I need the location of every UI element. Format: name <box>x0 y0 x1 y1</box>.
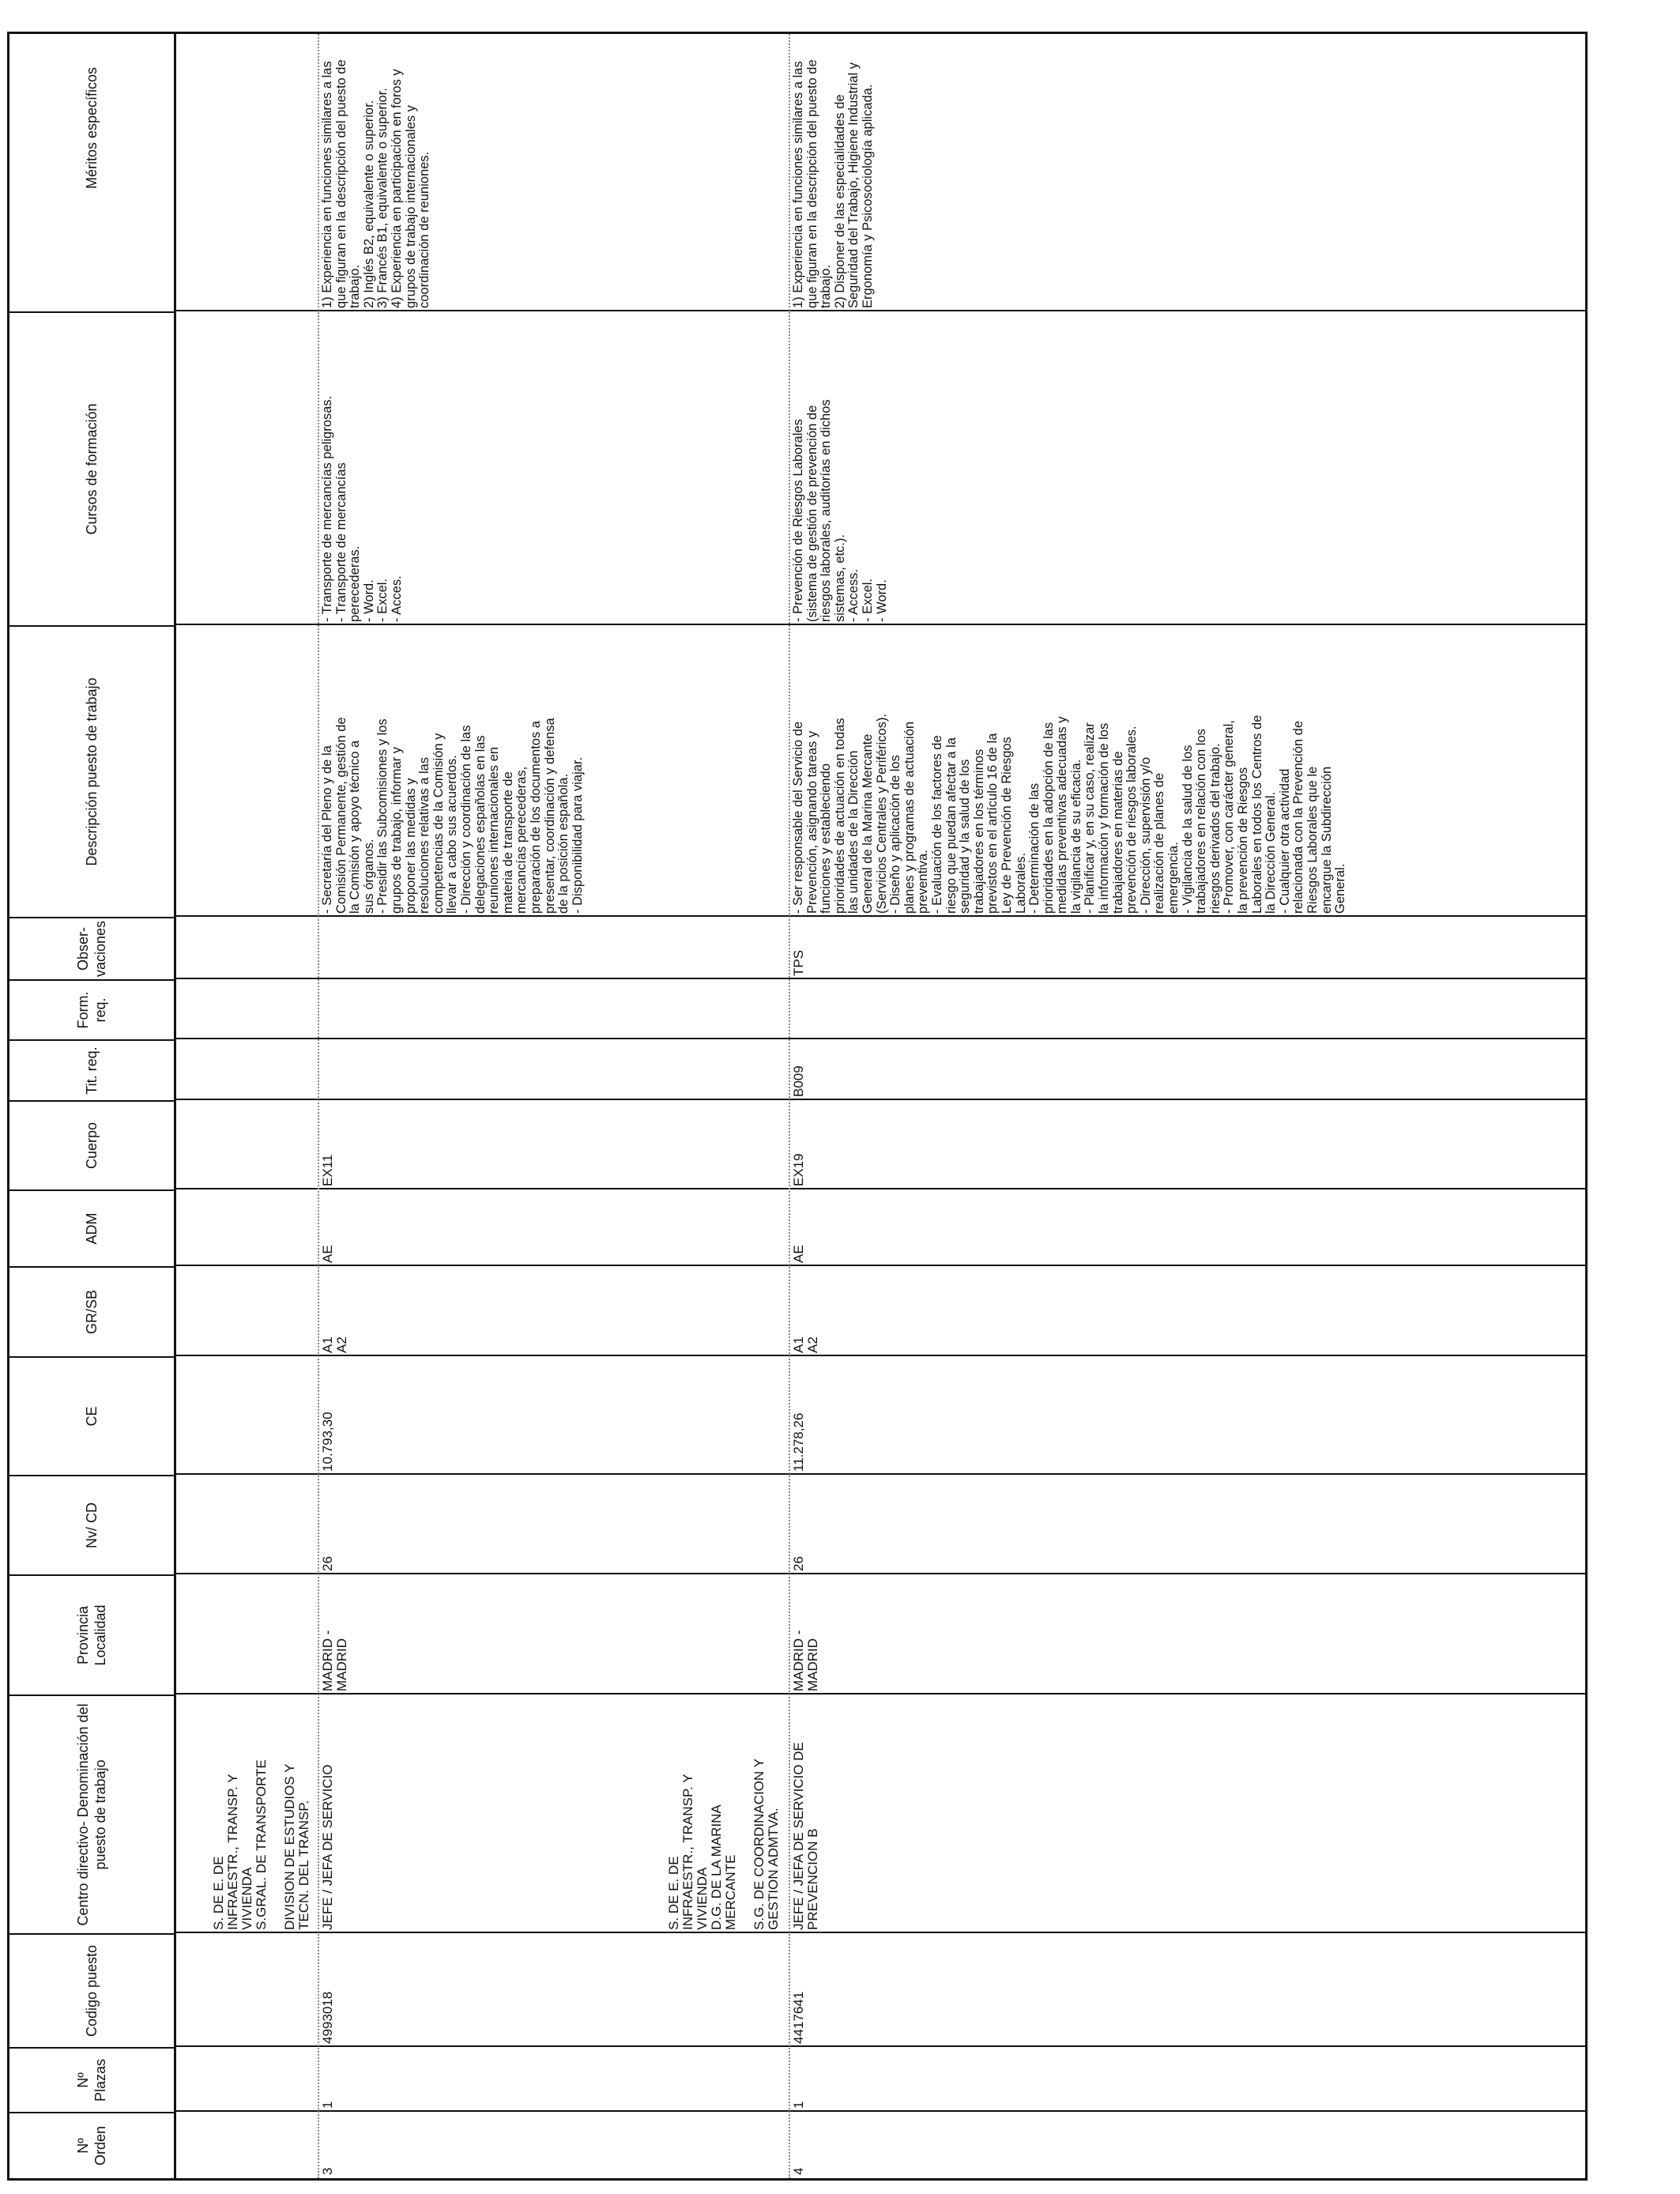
cell-adm: AE <box>791 1245 806 1263</box>
column-divider <box>174 1099 1585 1100</box>
header-gr-sb: GR/SB <box>9 1266 174 1356</box>
header-ce: CE <box>9 1356 174 1475</box>
cell-descripcion: - Ser responsable del Servicio de Prevención, asignando tareas y funciones y estableciendo prioridades de actuación en todas las unidades de la Dirección General de la Marina Mercante (Servicios Centrales y Periféricos). - Diseño y aplicación de los planes y programas de actuación preventiva. - Evaluación de los factores de riesgo que puedan afectar a la seguridad y la salud de los trabajadores en los términos previstos en el artículo 16 de la Ley de Prevención de Riesgos Laborales. - Determinación de las prioridades en la adopción de las medidas preventivas adecuadas y la vigilancia de su eficacia. - Planificar y, en su caso, realizar la información y formación de los trabajadores en materias de prevención de riesgos laborales. - Dirección, supervisión y/o realización de planes de emergencia. - Vigilancia de la salud de los trabajadores en relación con los riesgos derivados del trabajo. - Promover, con carácter general, la prevención de Riesgos Laborales en todos los Centros de la Dirección General. - Cualquier otra actividad relacionada con la Prevención de Riesgos Laborales que le encargue la Subdirección General. <box>791 713 1348 914</box>
cell-ce: 10.793,30 <box>320 1412 335 1472</box>
column-divider <box>174 1693 1585 1695</box>
cell-gr-sb: A1 A2 <box>320 1336 349 1353</box>
cell-observaciones: TPS <box>791 949 806 976</box>
cell-centro-directivo: S. DE E. DE INFRAESTR., TRANSP. Y VIVIENDA S.GRAL. DE TRANSPORTE DIVISION DE ESTUDIOS Y TECN. DEL TRANSP. <box>211 1759 311 1930</box>
column-divider <box>174 1473 1585 1475</box>
header-descripcion: Descripción puesto de trabajo <box>9 625 174 917</box>
cell-codigo: 4417641 <box>791 1991 806 2044</box>
header-cuerpo: Cuerpo <box>9 1100 174 1189</box>
cell-descripcion: - Secretaría del Pleno y de la Comisión Permanente, gestión de la Comisión y apoyo técnico a sus órganos. - Presidir las Subcomisiones y los grupos de trabajo, informar y proponer las medidas y resoluciones relativas a las competencias de la Comisión y llevar a cabo sus acuerdos. - Dirección y coordinación de las delegaciones españolas en las reuniones internacionales en materia de transporte de mercancías perecederas, preparación de los documentos a presentar, coordinación y defensa de la posición española. - Disponibilidad para viajar. <box>320 717 585 914</box>
header-adm: ADM <box>9 1189 174 1266</box>
cell-codigo: 4993018 <box>320 1991 335 2044</box>
cell-nv-cd: 26 <box>791 1556 806 1571</box>
header-observaciones: Obser- vaciones <box>9 917 174 979</box>
cell-cuerpo: EX11 <box>320 1154 335 1186</box>
cell-tit-req: B009 <box>791 1065 806 1097</box>
column-divider <box>174 2110 1585 2112</box>
column-divider <box>174 1355 1585 1356</box>
cell-cuerpo: EX19 <box>791 1153 806 1186</box>
cell-ce: 11.278,26 <box>791 1412 806 1472</box>
header-codigo: Codigo puesto <box>9 1933 174 2047</box>
row-separator <box>318 34 319 2178</box>
header-form-req: Form. req. <box>9 979 174 1039</box>
column-divider <box>174 2045 1585 2047</box>
cell-orden: 3 <box>320 2167 335 2175</box>
cell-meritos: 1) Experiencia en funciones similares a las que figuran en la descripción del puesto de trabajo. 2) Inglés B2, equivalente o superior. 3) Francés B1, equivalente o superior. 4) Experiencia en participación en foros y grupos de trabajo internacionales y coordinación de reuniones. <box>320 59 432 308</box>
cell-plazas: 1 <box>791 2101 806 2109</box>
header-plazas: Nº Plazas <box>9 2047 174 2112</box>
row-separator <box>789 34 790 2178</box>
column-divider <box>174 1573 1585 1574</box>
cell-meritos: 1) Experiencia en funciones similares a las que figuran en la descripción del puesto de trabajo. 2) Disponer de las especialidades de Seguridad del Trabajo, Higiene Industrial y Ergonomía y Psicosociología aplicada. <box>791 59 875 308</box>
cell-provincia: MADRID - MADRID <box>791 1630 820 1691</box>
header-orden: Nº Orden <box>9 2112 174 2178</box>
cell-puesto: JEFE / JEFA DE SERVICIO <box>320 1764 335 1930</box>
positions-table <box>7 32 1588 2181</box>
cell-centro-directivo: S. DE E. DE INFRAESTR., TRANSP. Y VIVIENDA D.G. DE LA MARINA MERCANTE S.G. DE COORDINACION Y GESTION ADMTVA. <box>666 1759 781 1930</box>
column-divider <box>174 978 1585 979</box>
header-cursos: Cursos de formación <box>9 311 174 625</box>
header-provincia: Provincia Localidad <box>9 1574 174 1695</box>
header-centro: Centro directivo- Denominación del puesto de trabajo <box>9 1695 174 1933</box>
header-meritos: Méritos específicos <box>9 0 174 311</box>
cell-cursos: - Prevención de Riesgos Laborales (sistema de gestión de prevención de riesgos laborales, auditorías en dichos sistemas, etc.). - Access. - Excel. - Word. <box>791 399 889 622</box>
cell-provincia: MADRID - MADRID <box>320 1630 349 1691</box>
cell-puesto: JEFE / JEFA DE SERVICIO DE PREVENCION B <box>791 1742 820 1930</box>
cell-cursos: - Transporte de mercancías peligrosas. - Transporte de mercancías perecederas. - Word. - Excel. - Acces. <box>320 395 404 622</box>
cell-nv-cd: 26 <box>320 1556 335 1571</box>
cell-adm: AE <box>320 1245 335 1263</box>
column-divider <box>174 1932 1585 1933</box>
header-tit-req: Tit. req. <box>9 1039 174 1100</box>
header-divider <box>174 34 176 2178</box>
column-divider <box>174 1188 1585 1189</box>
column-divider <box>174 1038 1585 1039</box>
cell-gr-sb: A1 A2 <box>791 1336 820 1353</box>
cell-plazas: 1 <box>320 2101 335 2109</box>
cell-orden: 4 <box>791 2167 806 2175</box>
column-divider <box>174 1265 1585 1266</box>
header-nv-cd: Nv/ CD <box>9 1475 174 1574</box>
